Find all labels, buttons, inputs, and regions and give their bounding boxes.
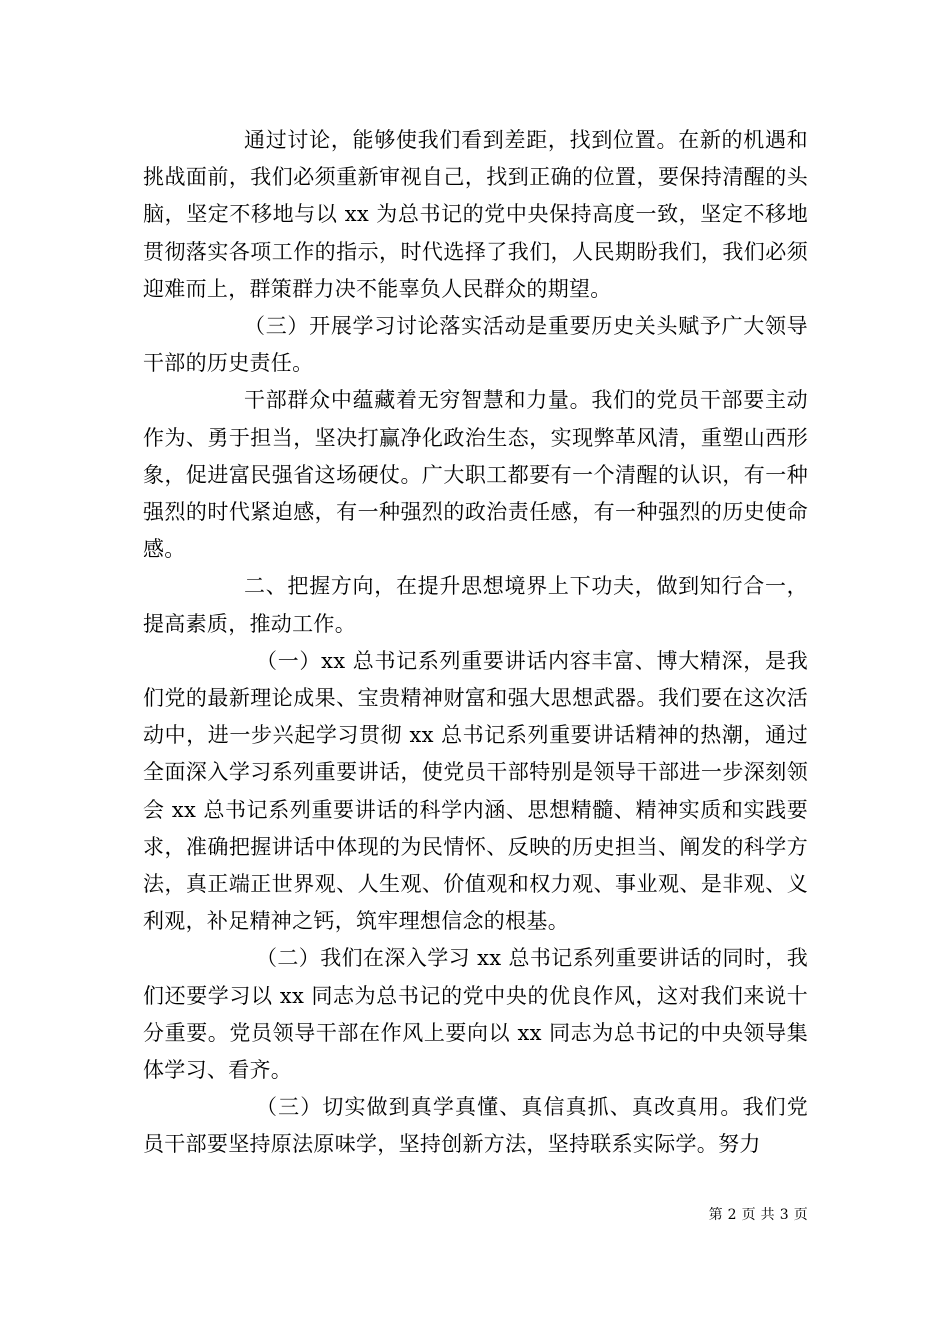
paragraph-section-two-heading: 二、把握方向，在提升思想境界上下功夫，做到知行合一，提高素质，推动工作。 [143, 574, 808, 636]
paragraph-section-3-heading: （三）开展学习讨论落实活动是重要历史关头赋予广大领导干部的历史责任。 [143, 314, 808, 376]
document-body [143, 122, 808, 1164]
paragraph-discussion-gap: 通过讨论，能够使我们看到差距，找到位置。在新的机遇和挑战面前，我们必须重新审视自己，找到正确的位置，要保持清醒的头脑，坚定不移地与以 xx 为总书记的党中央保持高度一致，坚定不移地贯彻落实各项工作的指示，时代选择了我们，人民期盼我们，我们必须迎难而上，群策群力决不能辜负人民群众的期望。 [143, 128, 808, 301]
paragraph-cadre-masses: 干部群众中蕴藏着无穷智慧和力量。我们的党员干部要主动作为、勇于担当，坚决打赢净化政治生态，实现弊革风清，重塑山西形象，促进富民强省这场硬仗。广大职工都要有一个清醒的认识，有一种强烈的时代紧迫感，有一种强烈的政治责任感，有一种强烈的历史使命感。 [143, 388, 808, 562]
paragraph-subsection-3: （三）切实做到真学真懂、真信真抓、真改真用。我们党员干部要坚持原法原味学，坚持创新方法，坚持联系实际学。努力 [143, 1095, 808, 1157]
page-number-footer: 第 2 页 共 3 页 [708, 1207, 808, 1223]
paragraph-subsection-2: （二）我们在深入学习 xx 总书记系列重要讲话的同时，我们还要学习以 xx 同志为总书记的党中央的优良作风，这对我们来说十分重要。党员领导干部在作风上要向以 xx 同志为总书记的中央领导集体学习、看齐。 [143, 946, 808, 1083]
paragraph-subsection-1: （一）xx 总书记系列重要讲话内容丰富、博大精深，是我们党的最新理论成果、宝贵精神财富和强大思想武器。我们要在这次活动中，进一步兴起学习贯彻 xx 总书记系列重要讲话精神的热潮，通过全面深入学习系列重要讲话，使党员干部特别是领导干部进一步深刻领会 xx 总书记系列重要讲话的科学内涵、思想精髓、精神实质和实践要求，准确把握讲话中体现的为民情怀、反映的历史担当、阐发的科学方法，真正端正世界观、人生观、价值观和权力观、事业观、是非观、义利观，补足精神之钙，筑牢理想信念的根基。 [143, 648, 808, 934]
